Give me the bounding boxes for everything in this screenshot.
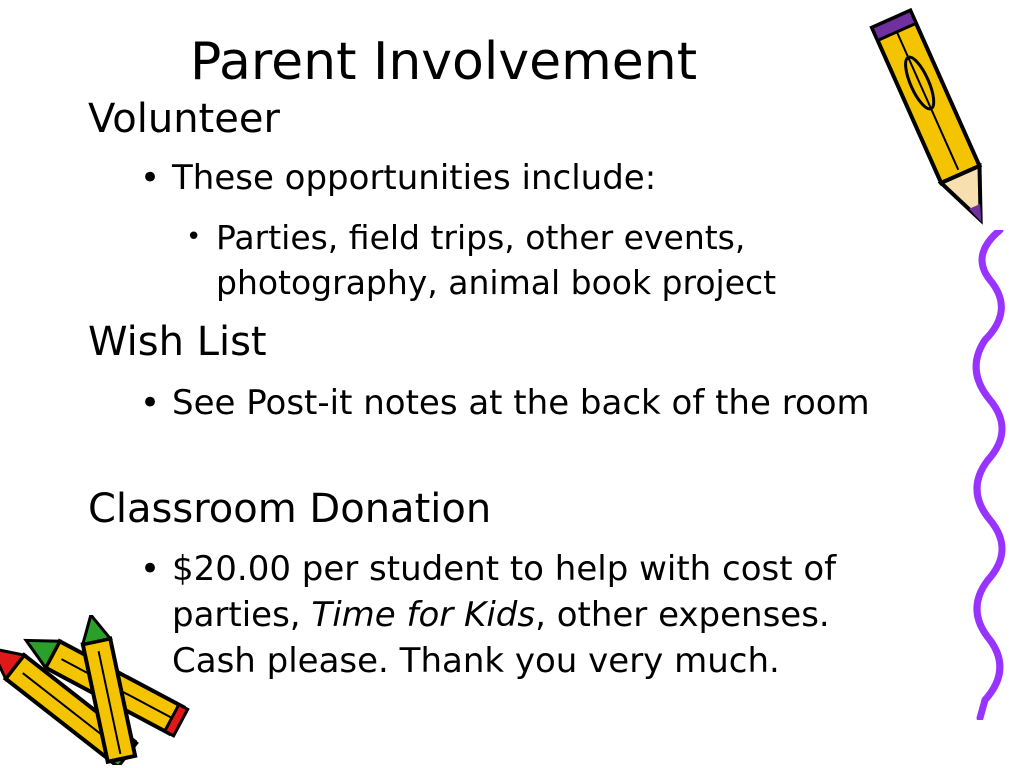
bullet-text: See Post-it notes at the back of the room [172, 383, 870, 423]
bullet-item-donation [140, 546, 920, 684]
heading-volunteer: Volunteer [88, 96, 280, 142]
subbullet-text: Parties, field trips, other events, photography, animal book project [216, 218, 777, 302]
bullet-glyph: • [140, 158, 161, 198]
bullet-item-opportunities [140, 155, 840, 201]
donation-text-part1: $20.00 per student to help with cost of parties, [172, 549, 837, 635]
bullet-glyph: • [140, 383, 161, 423]
wavy-border-icon [960, 230, 1020, 720]
bullet-text: These opportunities include: [172, 158, 657, 198]
donation-text-part2: , other expenses. Cash please. Thank you very much. [172, 595, 830, 681]
slide-title: Parent Involvement [190, 32, 698, 92]
heading-classroom-donation: Classroom Donation [88, 486, 492, 532]
donation-text-italic: Time for Kids [311, 595, 536, 635]
subbullet-item-activities [186, 215, 886, 305]
pencil-top-right-icon [860, 0, 1010, 245]
bullet-glyph: • [186, 222, 202, 252]
pencils-bottom-left-icon [0, 615, 215, 765]
bullet-item-post-it [140, 380, 880, 426]
bullet-text [172, 546, 920, 684]
bullet-glyph: • [140, 549, 161, 589]
heading-wish-list: Wish List [88, 319, 267, 365]
